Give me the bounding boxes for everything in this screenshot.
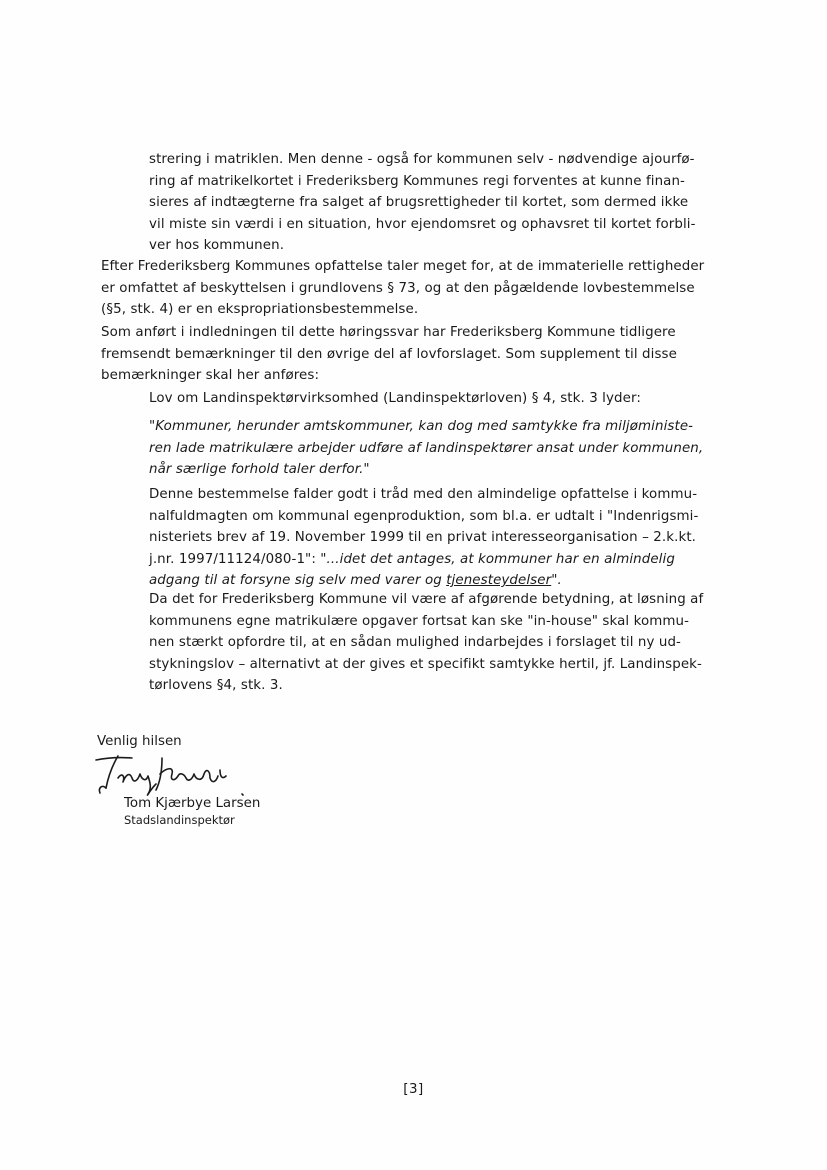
signer-name: Tom Kjærbye Larsen bbox=[124, 796, 261, 811]
text-line: når særlige forhold taler derfor." bbox=[149, 462, 370, 477]
quote-end: ". bbox=[551, 573, 562, 588]
text-line: ring af matrikelkortet i Frederiksberg Kommunes regi forventes at kunne finan- bbox=[149, 173, 685, 189]
paragraph-opinion bbox=[101, 256, 704, 321]
text-line: nalfuldmagten om kommunal egenproduktion, som bl.a. er udtalt i "Indenrigsmi- bbox=[149, 508, 699, 524]
text-line: fremsendt bemærkninger til den øvrige del af lovforslaget. Som supplement til disse bbox=[101, 346, 677, 362]
text-line: Denne bestemmelse falder godt i tråd med den almindelige opfattelse i kommu- bbox=[149, 487, 698, 502]
signer-title: Stadslandinspektør bbox=[124, 813, 235, 827]
text-line: stykningslov – alternativt at der gives et specifikt samtykke hertil, jf. Landinspek- bbox=[149, 656, 702, 672]
closing-greeting: Venlig hilsen bbox=[97, 734, 182, 749]
text-line: Lov om Landinspektørvirksomhed (Landinspektørloven) § 4, stk. 3 lyder: bbox=[149, 391, 641, 406]
law-quote bbox=[149, 416, 703, 481]
text-line: sieres af indtægterne fra salget af brugsrettigheder til kortet, som dermed ikke bbox=[149, 195, 689, 210]
paragraph-provision bbox=[149, 484, 698, 592]
text-line: ver hos kommunen. bbox=[149, 238, 285, 253]
text-line bbox=[149, 549, 698, 571]
reference-number: j.nr. 1997/11124/080-1": bbox=[149, 551, 321, 567]
text-line: bemærkninger skal her anføres: bbox=[101, 368, 320, 383]
underlined-term: tjenesteydelser bbox=[446, 573, 552, 588]
law-reference bbox=[149, 388, 641, 410]
text-line: nisteriets brev af 19. November 1999 til en privat interesseorganisation – 2.k.kt. bbox=[149, 530, 697, 545]
handwritten-signature bbox=[92, 748, 262, 800]
text-line: strering i matriklen. Men denne - også for kommunen selv - nødvendige ajourfø- bbox=[149, 152, 695, 167]
text-line: er omfattet af beskyttelsen i grundlovens § 73, og at den pågældende lovbestemmelse bbox=[101, 280, 695, 296]
text-line: tørlovens §4, stk. 3. bbox=[149, 678, 283, 693]
text-line: "Kommuner, herunder amtskommuner, kan dog med samtykke fra miljøministe- bbox=[149, 419, 694, 434]
quoted-text: "...idet det antages, at kommuner har en almindelig bbox=[320, 551, 675, 567]
text-line: (§5, stk. 4) er en ekspropriationsbestemmelse. bbox=[101, 302, 419, 317]
text-line: kommunens egne matrikulære opgaver fortsat kan ske "in-house" skal kommu- bbox=[149, 613, 690, 629]
quoted-text: adgang til at forsyne sig selv med varer og bbox=[149, 573, 447, 588]
text-line: ren lade matrikulære arbejder udføre af landinspektører ansat under kommunen, bbox=[149, 440, 704, 456]
paragraph-continued bbox=[149, 149, 696, 257]
text-line: Efter Frederiksberg Kommunes opfattelse taler meget for, at de immaterielle rettigheder bbox=[101, 259, 705, 274]
page-number: [3] bbox=[403, 1082, 424, 1097]
paragraph-conclusion bbox=[149, 589, 703, 697]
text-line: Som anført i indledningen til dette høringssvar har Frederiksberg Kommune tidligere bbox=[101, 325, 676, 340]
text-line: nen stærkt opfordre til, at en sådan mulighed indarbejdes i forslaget til ny ud- bbox=[149, 635, 681, 650]
text-line: Da det for Frederiksberg Kommune vil være af afgørende betydning, at løsning af bbox=[149, 592, 704, 607]
paragraph-introduction bbox=[101, 322, 677, 387]
text-line: vil miste sin værdi i en situation, hvor ejendomsret og ophavsret til kortet forbli- bbox=[149, 216, 696, 232]
